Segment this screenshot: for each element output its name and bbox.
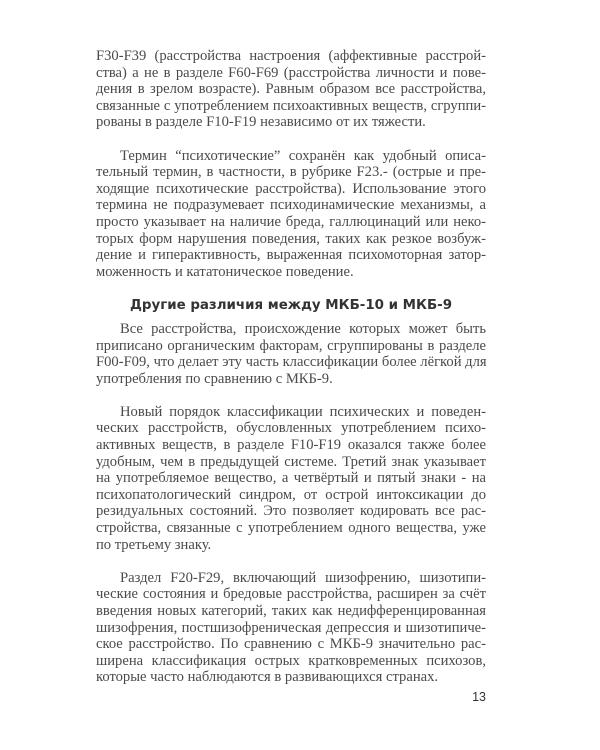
text-line: ское расстройство. По сравнению с МКБ-9 значительно рас- <box>96 636 486 653</box>
text-line: приписано органическим факторам, сгруппированы в разделе <box>96 337 486 354</box>
text-line: которые часто наблюдаются в развивающихся странах. <box>96 669 439 686</box>
text-line: стройства, связанные с употреблением одного вещества, уже <box>96 520 486 537</box>
text-line: Термин “психотические” сохранён как удобный описа- <box>120 147 486 164</box>
section-heading: Другие различия между МКБ-10 и МКБ-9 <box>129 297 453 313</box>
paragraph <box>96 570 486 686</box>
text-line: шизофрения, постшизофреническая депрессия и шизотипиче- <box>96 619 486 636</box>
intro-paragraphs <box>96 48 486 280</box>
text-line: психопатологический синдром, от острой интоксикации до <box>96 486 486 503</box>
text-line: связанные с употреблением психоактивных веществ, сгруппи- <box>96 97 486 114</box>
text-line: Новый порядок классификации психических и поведен- <box>120 403 486 420</box>
text-line: F30-F39 (расстройства настроения (аффективные расстрой- <box>96 48 486 64</box>
text-line: Все расстройства, происхождение которых может быть <box>120 320 486 337</box>
text-line: торых форм нарушения поведения, таких как резкое возбуж- <box>96 230 486 247</box>
paragraph <box>96 48 486 131</box>
text-line: употребления по сравнению с МКБ-9. <box>96 370 333 387</box>
text-line: резидуальных состояний. Это позволяет кодировать все рас- <box>96 503 486 520</box>
text-line: Раздел F20-F29, включающий шизофрению, шизотипи- <box>120 569 486 586</box>
text-line: F00-F09, что делает эту часть классификации более лёгкой для <box>96 354 487 371</box>
paragraph <box>96 404 486 553</box>
text-line: активных веществ, в разделе F10-F19 оказался также более <box>96 437 486 454</box>
text-line: моженность и кататоническое поведение. <box>96 263 354 280</box>
text-line: термина не подразумевает психодинамические механизмы, а <box>96 197 486 214</box>
page-number: 13 <box>472 690 486 704</box>
text-line: ства) а не в разделе F60-F69 (расстройства личности и пове- <box>96 64 486 81</box>
text-line: ходящие психотические расстройства). Использование этого <box>96 180 486 197</box>
text-line: по третьему знаку. <box>96 536 212 553</box>
section-paragraphs <box>96 321 486 686</box>
text-line: дение и гиперактивность, выраженная психомоторная затор- <box>96 247 486 264</box>
text-line: тельный термин, в частности, в рубрике F23.- (острые и пре- <box>96 164 486 181</box>
text-line: рованы в разделе F10-F19 независимо от их тяжести. <box>96 114 426 131</box>
text-line: просто указывает на наличие бреда, галлюцинаций или неко- <box>96 213 486 230</box>
text-line: ческие состояния и бредовые расстройства, расширен за счёт <box>96 586 486 603</box>
text-line: ческих расстройств, обусловленных употреблением психо- <box>96 420 486 437</box>
text-line: дения в зрелом возрасте). Равным образом все расстройства, <box>96 81 486 98</box>
page-body <box>96 48 486 703</box>
text-line: ширена классификация острых кратковременных психозов, <box>96 652 486 669</box>
text-line: введения новых категорий, таких как недифференцированная <box>96 603 486 619</box>
text-line: на употребляемое вещество, а четвёртый и пятый знаки - на <box>96 470 486 487</box>
paragraph <box>96 321 486 387</box>
paragraph <box>96 148 486 281</box>
text-line: удобным, чем в предыдущей системе. Третий знак указывает <box>96 453 486 470</box>
